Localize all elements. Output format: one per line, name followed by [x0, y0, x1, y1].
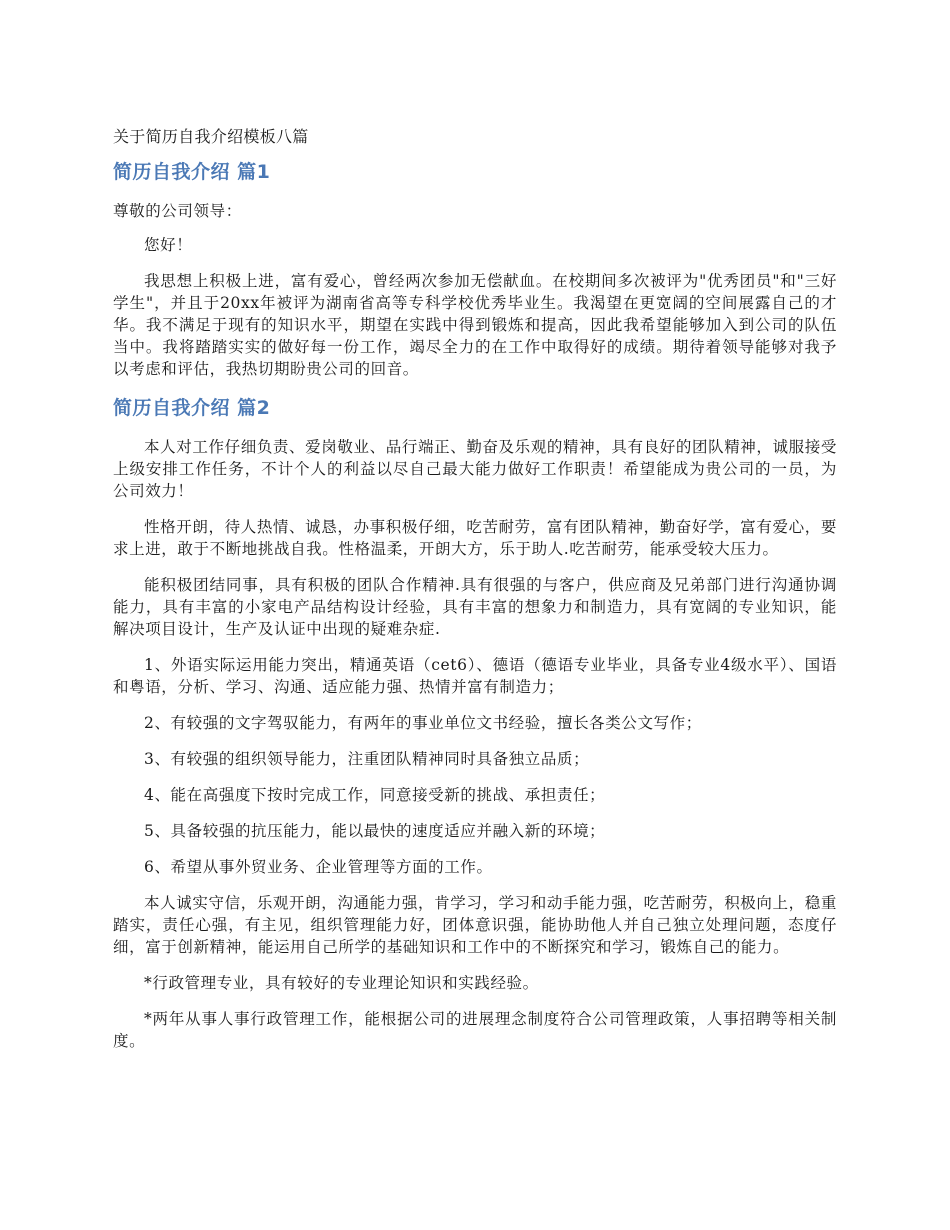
paragraph: 性格开朗，待人热情、诚恳，办事积极仔细，吃苦耐劳，富有团队精神，勤奋好学，富有爱心，要求上进，敢于不断地挑战自我。性格温柔，开朗大方，乐于助人.吃苦耐劳，能承受较大压力。 [113, 518, 837, 558]
list-item: 6、希望从事外贸业务、企业管理等方面的工作。 [144, 858, 493, 876]
paragraph: 本人对工作仔细负责、爱岗敬业、品行端正、勤奋及乐观的精神，具有良好的团队精神，诚服接受上级安排工作任务，不计个人的利益以尽自己最大能力做好工作职责！希望能成为贵公司的一员，为公司效力！ [113, 438, 837, 500]
document-title: 关于简历自我介绍模板八篇 [113, 127, 309, 146]
list-item: 3、有较强的组织领导能力，注重团队精神同时具备独立品质； [144, 750, 590, 768]
section-heading-2: 简历自我介绍 篇2 [113, 397, 271, 419]
paragraph: 我思想上积极上进，富有爱心，曾经两次参加无偿献血。在校期间多次被评为"优秀团员"和"三好学生"，并且于20xx年被评为湖南省高等专科学校优秀毕业生。我渴望在更宽阔的空间展露自己的才华。我不满足于现有的知识水平，期望在实践中得到锻炼和提高，因此我希望能够加入到公司的队伍当中。我将踏踏实实的做好每一份工作，竭尽全力的在工作中取得好的成绩。期待着领导能够对我予以考虑和评估，我热切期盼贵公司的回音。 [113, 272, 837, 378]
paragraph: *两年从事人事行政管理工作，能根据公司的进展理念制度符合公司管理政策，人事招聘等相关制度。 [113, 1010, 837, 1050]
list-item: 2、有较强的文字驾驭能力，有两年的事业单位文书经验，擅长各类公文写作； [144, 714, 702, 732]
list-item: 5、具备较强的抗压能力，能以最快的速度适应并融入新的环境； [144, 822, 606, 840]
list-item: 1、外语实际运用能力突出，精通英语（cet6）、德语（德语专业毕业，具备专业4级水平）、国语和粤语，分析、学习、沟通、适应能力强、热情并富有制造力； [113, 656, 837, 696]
paragraph: 本人诚实守信，乐观开朗，沟通能力强，肯学习，学习和动手能力强，吃苦耐劳，积极向上，稳重踏实，责任心强，有主见，组织管理能力好，团体意识强，能协助他人并自己独立处理问题，态度仔细，富于创新精神，能运用自己所学的基础知识和工作中的不断探究和学习，锻炼自己的能力。 [113, 894, 837, 956]
paragraph: 能积极团结同事，具有积极的团队合作精神.具有很强的与客户，供应商及兄弟部门进行沟通协调能力，具有丰富的小家电产品结构设计经验，具有丰富的想象力和制造力，具有宽阔的专业知识，能解决项目设计，生产及认证中出现的疑难杂症. [113, 576, 837, 638]
paragraph: 您好！ [144, 236, 193, 254]
section-heading-1: 简历自我介绍 篇1 [113, 161, 271, 183]
salutation: 尊敬的公司领导： [113, 202, 242, 220]
document-page [113, 124, 837, 1066]
list-item: 4、能在高强度下按时完成工作，同意接受新的挑战、承担责任； [144, 786, 606, 804]
paragraph: *行政管理专业，具有较好的专业理论知识和实践经验。 [144, 974, 539, 992]
